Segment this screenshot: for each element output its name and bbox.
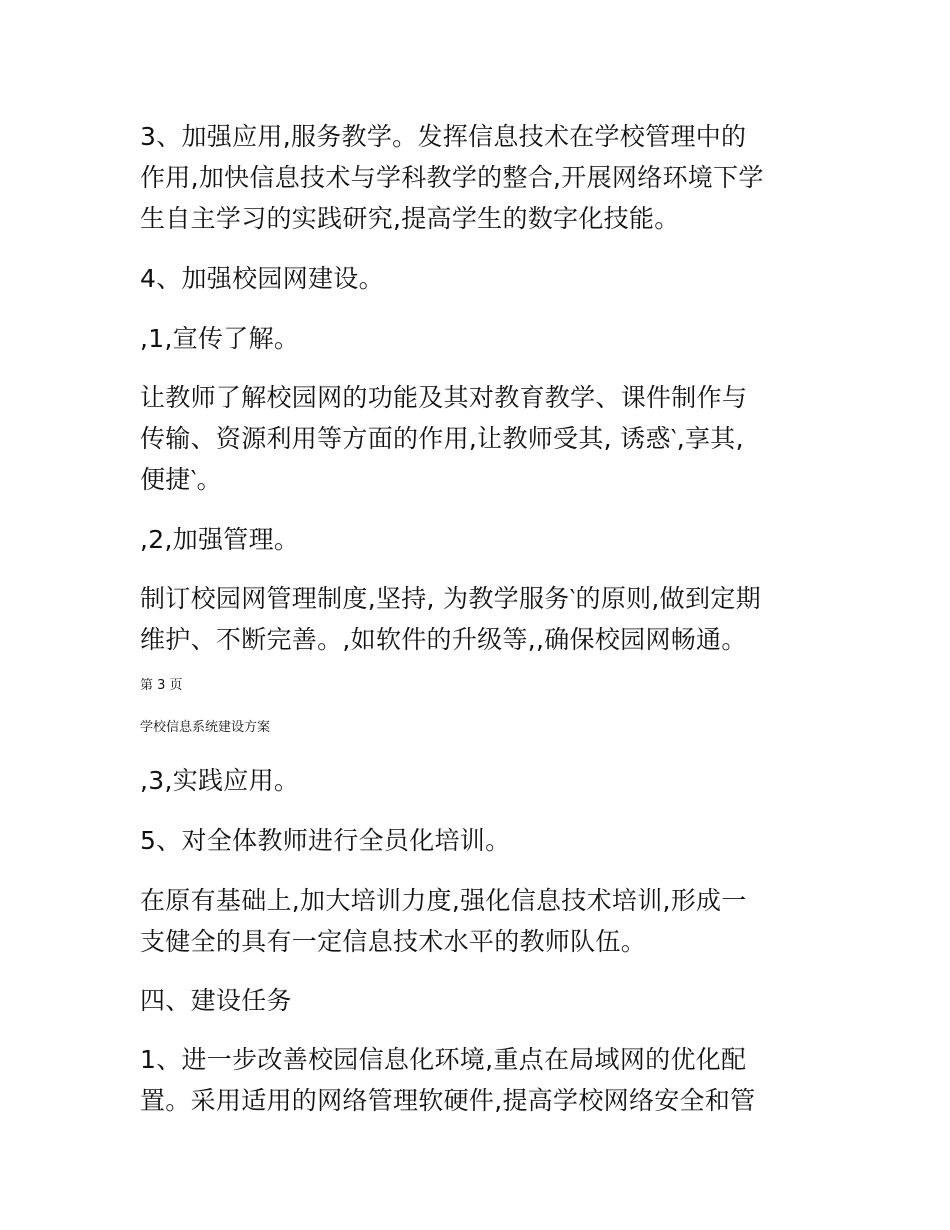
- running-header: 学校信息系统建设方案: [140, 720, 271, 735]
- subsection-heading: ,2,加强管理。: [140, 525, 300, 554]
- subsection-heading: ,3,实践应用。: [140, 766, 300, 795]
- paragraph-line: 让教师了解校园网的功能及其对教育教学、课件制作与: [140, 383, 748, 412]
- paragraph-line: 传输、资源利用等方面的作用,让教师受其, 诱惑‵,享其,: [140, 424, 744, 453]
- paragraph-line: 置。采用适用的网络管理软硬件,提高学校网络安全和管: [140, 1086, 756, 1115]
- paragraph-line: 支健全的具有一定信息技术水平的教师队伍。: [140, 927, 647, 956]
- section-heading: 4、加强校园网建设。: [140, 264, 384, 293]
- chapter-heading: 四、建设任务: [140, 986, 292, 1015]
- paragraph-line: 维护、不断完善。,如软件的升级等,,确保校园网畅通。: [140, 625, 747, 654]
- section-heading: 5、对全体教师进行全员化培训。: [140, 826, 511, 855]
- paragraph-line: 1、进一步改善校园信息化环境,重点在局域网的优化配: [140, 1045, 747, 1074]
- paragraph-line: 3、加强应用,服务教学。发挥信息技术在学校管理中的: [140, 122, 747, 151]
- paragraph-line: 制订校园网管理制度,坚持, 为教学服务‵的原则,做到定期: [140, 584, 761, 613]
- paragraph-line: 在原有基础上,加大培训力度,强化信息技术培训,形成一: [140, 886, 747, 915]
- paragraph-line: 便捷‵。: [140, 465, 222, 494]
- paragraph-line: 生自主学习的实践研究,提高学生的数字化技能。: [140, 204, 680, 233]
- page-number: 第 3 页: [140, 678, 183, 693]
- paragraph-line: 作用,加快信息技术与学科教学的整合,开展网络环境下学: [140, 163, 764, 192]
- subsection-heading: ,1,宣传了解。: [140, 324, 300, 353]
